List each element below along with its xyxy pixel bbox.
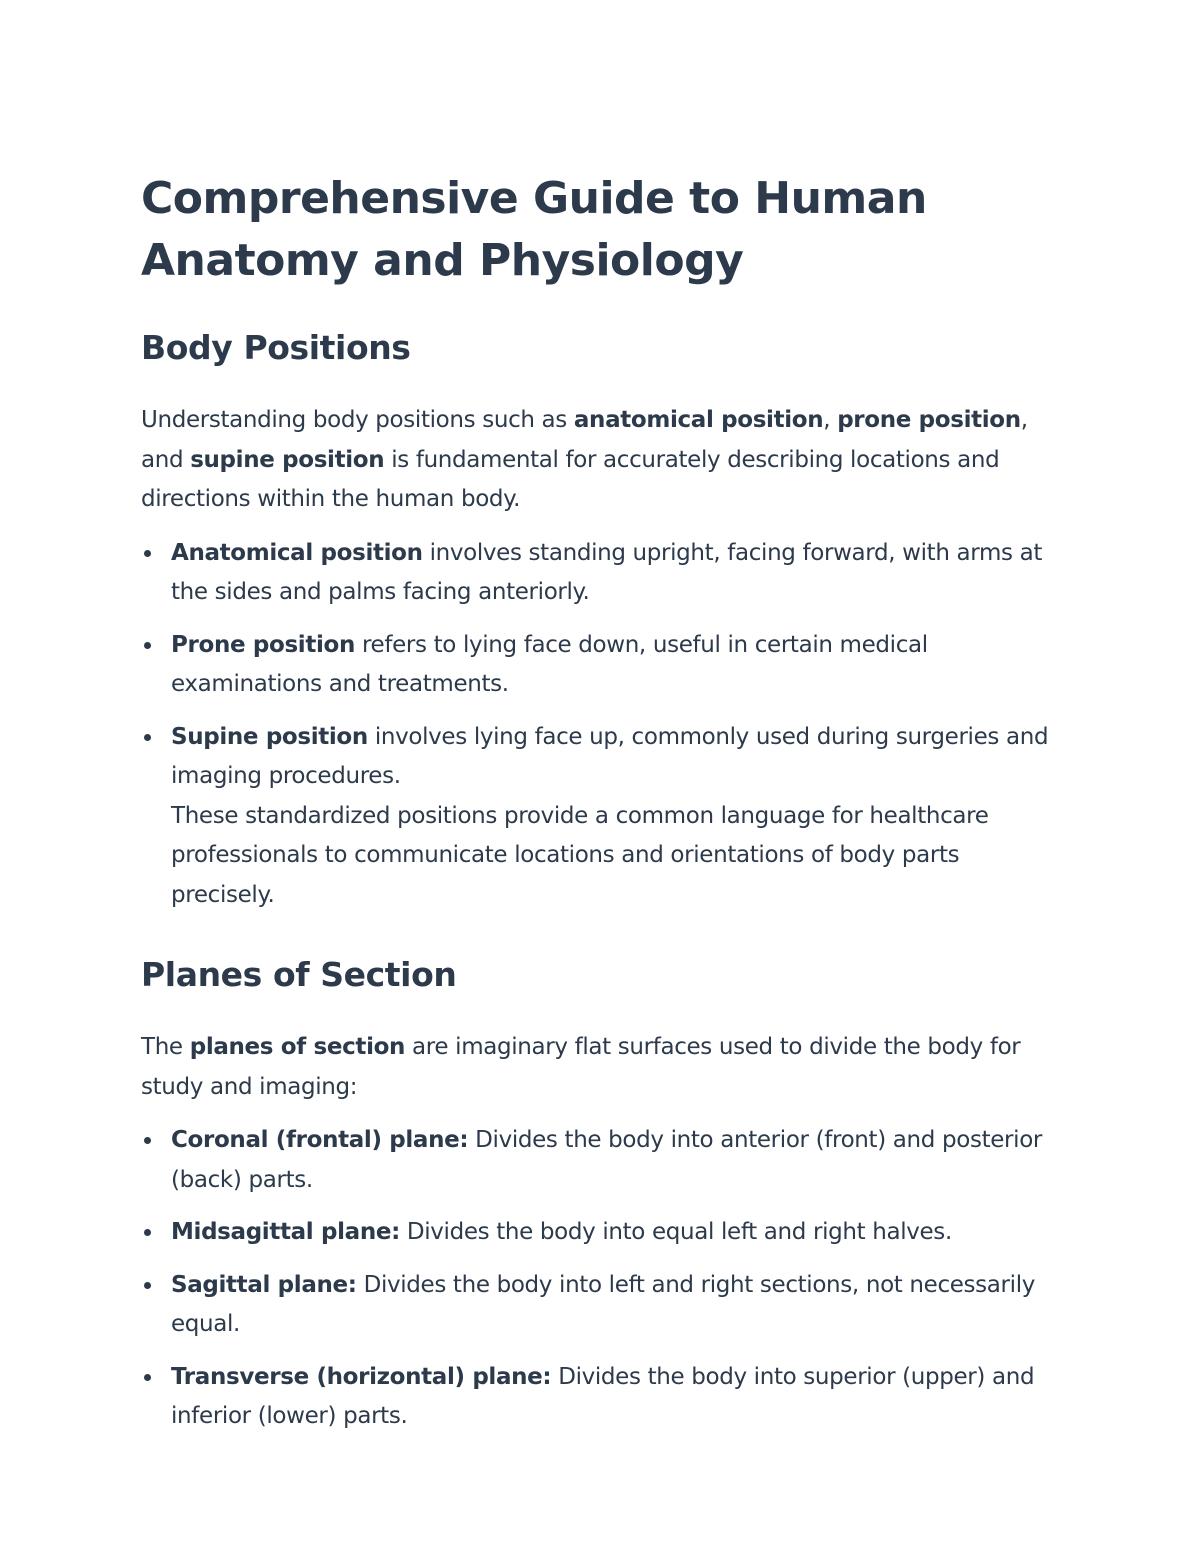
list-item-term: Anatomical position: [171, 539, 423, 566]
list-item-term: Supine position: [171, 723, 368, 750]
list-item-text: Divides the body into anterior (front) and posterior (back) parts.: [171, 1127, 1043, 1193]
list-item: [141, 1358, 1061, 1437]
document-page: [141, 168, 1061, 1437]
list-item-text: Divides the body into left and right sections, not necessarily equal.: [171, 1271, 1035, 1337]
list-item-term: Coronal (frontal) plane:: [171, 1127, 469, 1153]
intro-bold-term: supine position: [190, 446, 385, 473]
list-item-text: refers to lying face down, useful in certain medical examinations and treatments.: [171, 631, 928, 697]
list-item: [141, 534, 1061, 613]
list-item-follow-text: These standardized positions provide a common language for healthcare professionals to communicate locations and orientations of body parts precisely.: [171, 802, 989, 908]
bullet-icon: [144, 1282, 151, 1289]
list-item: [141, 1213, 1061, 1253]
list-item: [141, 718, 1061, 916]
list-item-text: involves lying face up, commonly used during surgeries and imaging procedures.: [171, 723, 1049, 789]
list-item-term: Transverse (horizontal) plane:: [171, 1363, 552, 1390]
intro-text: are imaginary flat surfaces used to divide the body for study and imaging:: [141, 1034, 1021, 1100]
bullet-icon: [144, 550, 151, 557]
intro-text: The: [141, 1034, 190, 1060]
bullet-icon: [144, 1137, 151, 1144]
list-item-term: Midsagittal plane:: [171, 1219, 400, 1245]
bullet-icon: [144, 642, 151, 649]
list-item-text: Divides the body into equal left and right halves.: [399, 1219, 952, 1245]
list-item-term: Sagittal plane:: [171, 1271, 357, 1298]
section-heading-planes-of-section: Planes of Section: [141, 955, 457, 994]
list-item-text: involves standing upright, facing forward, with arms at the sides and palms facing anteriorly.: [171, 539, 1043, 605]
planes-intro: [141, 1028, 1061, 1107]
bullet-icon: [144, 734, 151, 741]
body-positions-intro: [141, 401, 1061, 520]
intro-text: is fundamental for accurately describing locations and directions within the human body.: [141, 446, 1000, 512]
planes-list: [141, 1121, 1061, 1437]
bullet-icon: [144, 1229, 151, 1236]
intro-text: Understanding body positions such as: [141, 407, 574, 433]
intro-bold-term: planes of section: [189, 1034, 406, 1060]
bullet-icon: [144, 1374, 151, 1381]
list-item-term: Prone position: [171, 631, 355, 658]
intro-bold-term: anatomical position: [573, 407, 824, 433]
list-item: [141, 1266, 1061, 1345]
list-item-text: Divides the body into superior (upper) and inferior (lower) parts.: [171, 1363, 1035, 1429]
intro-text: ,: [823, 407, 838, 433]
list-item: [141, 626, 1061, 705]
section-heading-body-positions: Body Positions: [141, 328, 411, 367]
intro-bold-term: prone position: [837, 407, 1021, 433]
page-title: Comprehensive Guide to Human Anatomy and Physiology: [141, 173, 927, 286]
list-item: [141, 1121, 1061, 1200]
intro-text: , and: [141, 407, 1028, 473]
body-positions-list: [141, 534, 1061, 916]
